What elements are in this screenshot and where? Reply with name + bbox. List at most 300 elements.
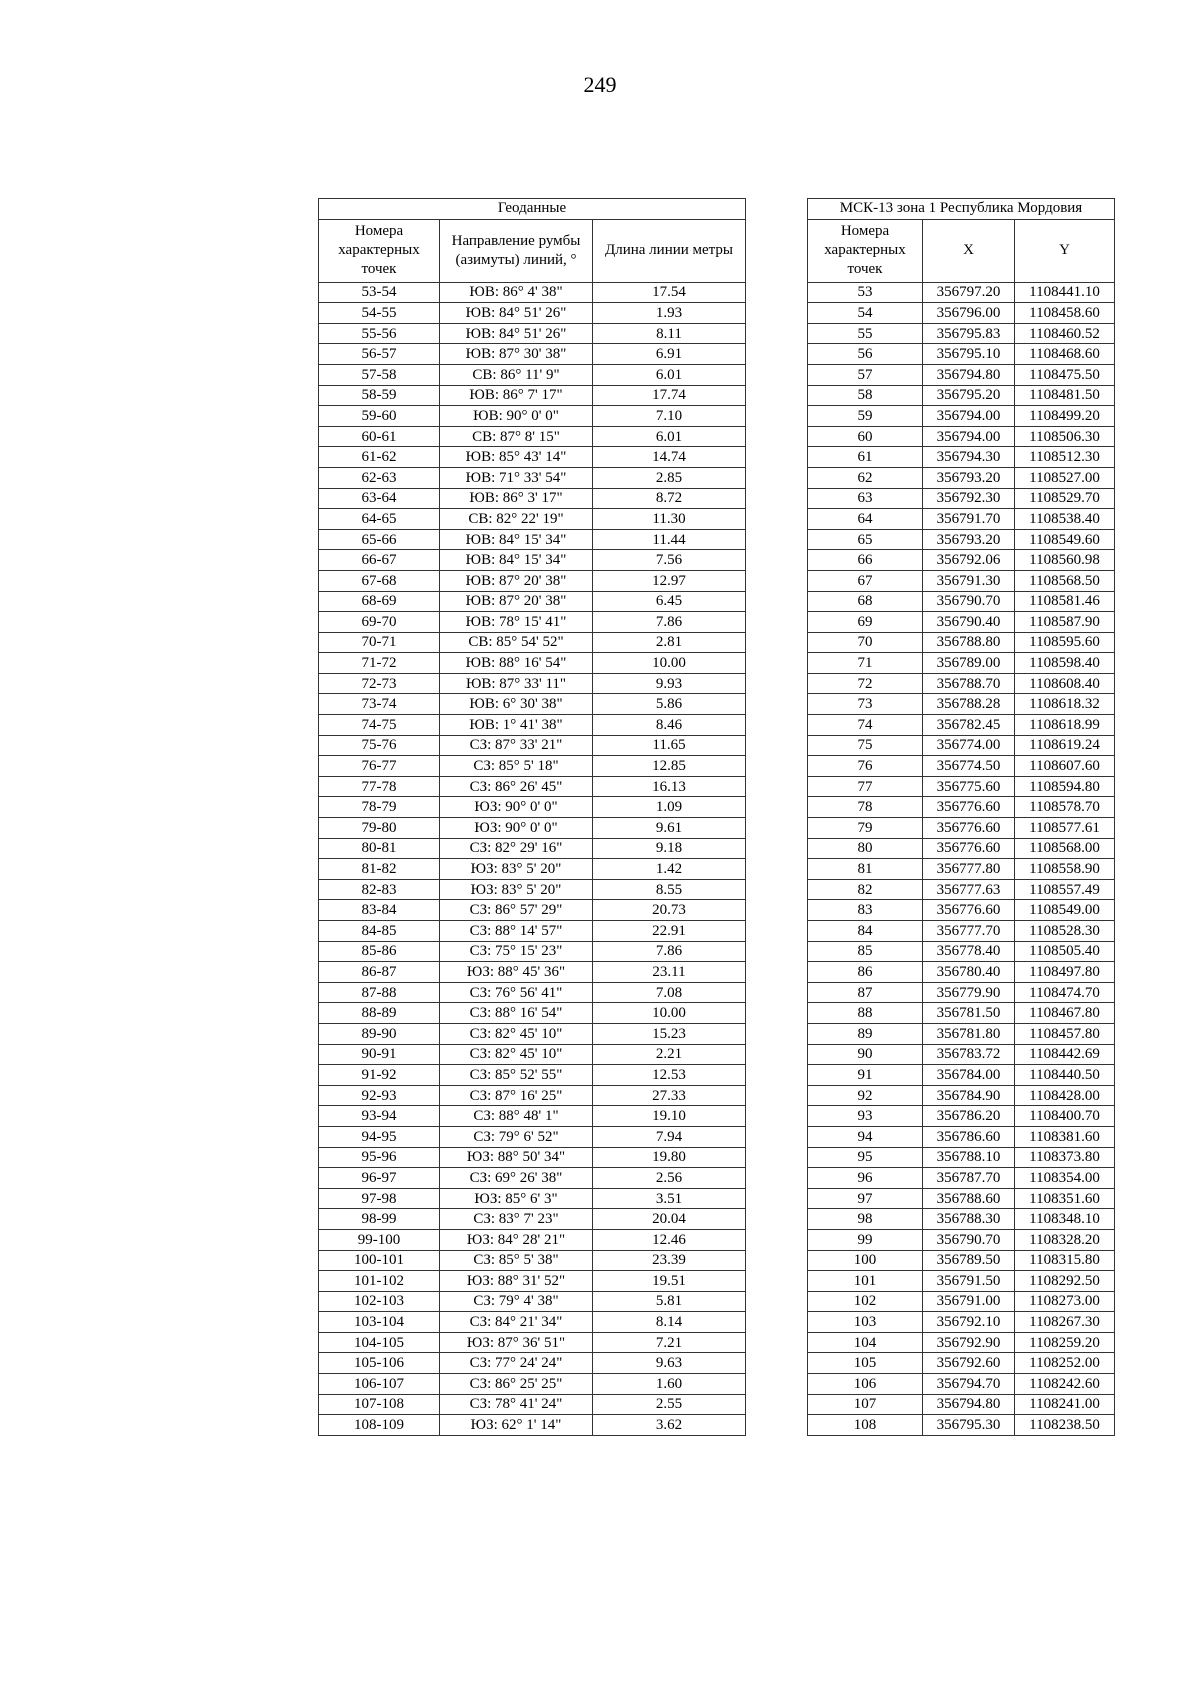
coordinates-table-row (808, 344, 1115, 365)
direction-cell: ЮВ: 78° 15' 41" (440, 612, 593, 633)
segment-points-cell: 74-75 (319, 715, 440, 736)
length-cell: 5.86 (593, 694, 746, 715)
point-number-cell: 73 (808, 694, 923, 715)
geodata-table-row (319, 364, 746, 385)
point-number-cell: 91 (808, 1065, 923, 1086)
coordinates-table-row (808, 1250, 1115, 1271)
geodata-table-row (319, 488, 746, 509)
x-coordinate-cell: 356791.30 (923, 570, 1015, 591)
point-number-cell: 107 (808, 1394, 923, 1415)
x-coordinate-cell: 356790.70 (923, 1229, 1015, 1250)
coordinates-table-row (808, 982, 1115, 1003)
geodata-table-row (319, 1188, 746, 1209)
length-cell: 11.65 (593, 735, 746, 756)
geodata-table-body (319, 282, 746, 1435)
length-cell: 1.09 (593, 797, 746, 818)
coordinates-table-row (808, 921, 1115, 942)
direction-cell: ЮЗ: 88° 50' 34" (440, 1147, 593, 1168)
coordinates-table-row (808, 838, 1115, 859)
coordinates-table-row (808, 1209, 1115, 1230)
direction-cell: СЗ: 85° 5' 18" (440, 756, 593, 777)
direction-cell: СЗ: 84° 21' 34" (440, 1312, 593, 1333)
x-coordinate-cell: 356794.80 (923, 364, 1015, 385)
geodata-table-row (319, 406, 746, 427)
point-number-cell: 83 (808, 900, 923, 921)
point-number-cell: 61 (808, 447, 923, 468)
segment-points-cell: 68-69 (319, 591, 440, 612)
coordinates-table-row (808, 1126, 1115, 1147)
geodata-table-row (319, 1003, 746, 1024)
y-coordinate-cell: 1108242.60 (1015, 1374, 1115, 1395)
y-coordinate-cell: 1108428.00 (1015, 1085, 1115, 1106)
length-cell: 19.51 (593, 1271, 746, 1292)
x-coordinate-cell: 356776.60 (923, 818, 1015, 839)
length-cell: 6.01 (593, 426, 746, 447)
coordinates-table-body (808, 282, 1115, 1435)
y-coordinate-cell: 1108568.00 (1015, 838, 1115, 859)
point-number-cell: 63 (808, 488, 923, 509)
point-number-cell: 84 (808, 921, 923, 942)
length-cell: 17.54 (593, 282, 746, 303)
geodata-table-row (319, 941, 746, 962)
x-coordinate-cell: 356794.30 (923, 447, 1015, 468)
y-coordinate-cell: 1108578.70 (1015, 797, 1115, 818)
direction-cell: СЗ: 88° 16' 54" (440, 1003, 593, 1024)
geodata-table-row (319, 570, 746, 591)
length-cell: 15.23 (593, 1023, 746, 1044)
geodata-table-row (319, 879, 746, 900)
coordinates-table-row (808, 941, 1115, 962)
direction-cell: ЮВ: 84° 51' 26" (440, 323, 593, 344)
segment-points-cell: 88-89 (319, 1003, 440, 1024)
x-coordinate-cell: 356789.50 (923, 1250, 1015, 1271)
x-coordinate-cell: 356788.28 (923, 694, 1015, 715)
direction-cell: ЮВ: 87° 33' 11" (440, 673, 593, 694)
x-coordinate-cell: 356792.60 (923, 1353, 1015, 1374)
direction-cell: ЮВ: 84° 15' 34" (440, 550, 593, 571)
coordinates-table-row (808, 467, 1115, 488)
length-cell: 2.21 (593, 1044, 746, 1065)
x-coordinate-cell: 356788.10 (923, 1147, 1015, 1168)
length-cell: 1.42 (593, 859, 746, 880)
direction-cell: СЗ: 79° 4' 38" (440, 1291, 593, 1312)
segment-points-cell: 59-60 (319, 406, 440, 427)
coordinates-table-row (808, 776, 1115, 797)
y-coordinate-cell: 1108618.99 (1015, 715, 1115, 736)
segment-points-cell: 75-76 (319, 735, 440, 756)
coordinates-col-points-header: Номера характерных точек (808, 219, 923, 282)
geodata-table-row (319, 673, 746, 694)
length-cell: 22.91 (593, 921, 746, 942)
coordinates-table-row (808, 1044, 1115, 1065)
y-coordinate-cell: 1108259.20 (1015, 1332, 1115, 1353)
y-coordinate-cell: 1108328.20 (1015, 1229, 1115, 1250)
point-number-cell: 54 (808, 303, 923, 324)
length-cell: 8.14 (593, 1312, 746, 1333)
y-coordinate-cell: 1108618.32 (1015, 694, 1115, 715)
point-number-cell: 70 (808, 632, 923, 653)
geodata-col-length-header: Длина линии метры (593, 219, 746, 282)
segment-points-cell: 58-59 (319, 385, 440, 406)
segment-points-cell: 105-106 (319, 1353, 440, 1374)
y-coordinate-cell: 1108238.50 (1015, 1415, 1115, 1436)
coordinates-table-row (808, 1394, 1115, 1415)
y-coordinate-cell: 1108373.80 (1015, 1147, 1115, 1168)
coordinates-table-row (808, 385, 1115, 406)
point-number-cell: 68 (808, 591, 923, 612)
direction-cell: СВ: 86° 11' 9" (440, 364, 593, 385)
geodata-table-row (319, 1209, 746, 1230)
direction-cell: ЮВ: 6° 30' 38" (440, 694, 593, 715)
length-cell: 16.13 (593, 776, 746, 797)
direction-cell: СЗ: 76° 56' 41" (440, 982, 593, 1003)
segment-points-cell: 86-87 (319, 962, 440, 983)
segment-points-cell: 89-90 (319, 1023, 440, 1044)
direction-cell: ЮВ: 87° 20' 38" (440, 570, 593, 591)
segment-points-cell: 103-104 (319, 1312, 440, 1333)
segment-points-cell: 85-86 (319, 941, 440, 962)
direction-cell: СВ: 82° 22' 19" (440, 509, 593, 530)
y-coordinate-cell: 1108581.46 (1015, 591, 1115, 612)
length-cell: 11.44 (593, 529, 746, 550)
y-coordinate-cell: 1108474.70 (1015, 982, 1115, 1003)
coordinates-table-row (808, 797, 1115, 818)
segment-points-cell: 84-85 (319, 921, 440, 942)
direction-cell: ЮЗ: 85° 6' 3" (440, 1188, 593, 1209)
y-coordinate-cell: 1108458.60 (1015, 303, 1115, 324)
length-cell: 12.53 (593, 1065, 746, 1086)
length-cell: 17.74 (593, 385, 746, 406)
direction-cell: ЮВ: 71° 33' 54" (440, 467, 593, 488)
direction-cell: СЗ: 86° 25' 25" (440, 1374, 593, 1395)
y-coordinate-cell: 1108351.60 (1015, 1188, 1115, 1209)
coordinates-table-row (808, 735, 1115, 756)
coordinates-table-row (808, 1023, 1115, 1044)
x-coordinate-cell: 356777.70 (923, 921, 1015, 942)
geodata-table-row (319, 653, 746, 674)
y-coordinate-cell: 1108528.30 (1015, 921, 1115, 942)
length-cell: 19.10 (593, 1106, 746, 1127)
point-number-cell: 95 (808, 1147, 923, 1168)
geodata-table-row (319, 900, 746, 921)
y-coordinate-cell: 1108557.49 (1015, 879, 1115, 900)
y-coordinate-cell: 1108538.40 (1015, 509, 1115, 530)
direction-cell: ЮВ: 87° 30' 38" (440, 344, 593, 365)
coordinates-table-row (808, 591, 1115, 612)
geodata-table-row (319, 1085, 746, 1106)
coordinates-table-row (808, 1229, 1115, 1250)
segment-points-cell: 98-99 (319, 1209, 440, 1230)
segment-points-cell: 83-84 (319, 900, 440, 921)
y-coordinate-cell: 1108267.30 (1015, 1312, 1115, 1333)
x-coordinate-cell: 356778.40 (923, 941, 1015, 962)
geodata-table-row (319, 1415, 746, 1436)
y-coordinate-cell: 1108292.50 (1015, 1271, 1115, 1292)
point-number-cell: 105 (808, 1353, 923, 1374)
point-number-cell: 76 (808, 756, 923, 777)
geodata-table-row (319, 591, 746, 612)
geodata-table-row (319, 1353, 746, 1374)
x-coordinate-cell: 356790.40 (923, 612, 1015, 633)
segment-points-cell: 95-96 (319, 1147, 440, 1168)
coordinates-table-row (808, 1065, 1115, 1086)
length-cell: 7.86 (593, 612, 746, 633)
y-coordinate-cell: 1108460.52 (1015, 323, 1115, 344)
direction-cell: СЗ: 88° 48' 1" (440, 1106, 593, 1127)
coordinates-table-row (808, 1003, 1115, 1024)
geodata-table-row (319, 612, 746, 633)
x-coordinate-cell: 356795.10 (923, 344, 1015, 365)
y-coordinate-cell: 1108440.50 (1015, 1065, 1115, 1086)
x-coordinate-cell: 356795.30 (923, 1415, 1015, 1436)
geodata-table-row (319, 1291, 746, 1312)
length-cell: 6.91 (593, 344, 746, 365)
segment-points-cell: 63-64 (319, 488, 440, 509)
segment-points-cell: 81-82 (319, 859, 440, 880)
direction-cell: ЮВ: 88° 16' 54" (440, 653, 593, 674)
y-coordinate-cell: 1108505.40 (1015, 941, 1115, 962)
direction-cell: СЗ: 79° 6' 52" (440, 1126, 593, 1147)
geodata-col-direction-header: Направление румбы (азимуты) линий, ° (440, 219, 593, 282)
point-number-cell: 92 (808, 1085, 923, 1106)
segment-points-cell: 76-77 (319, 756, 440, 777)
geodata-table-row (319, 1126, 746, 1147)
segment-points-cell: 54-55 (319, 303, 440, 324)
segment-points-cell: 96-97 (319, 1168, 440, 1189)
coordinates-table-row (808, 550, 1115, 571)
length-cell: 7.56 (593, 550, 746, 571)
segment-points-cell: 64-65 (319, 509, 440, 530)
geodata-table-row (319, 1168, 746, 1189)
direction-cell: СЗ: 78° 41' 24" (440, 1394, 593, 1415)
direction-cell: СВ: 85° 54' 52" (440, 632, 593, 653)
geodata-table-row (319, 1250, 746, 1271)
direction-cell: СЗ: 85° 5' 38" (440, 1250, 593, 1271)
x-coordinate-cell: 356788.80 (923, 632, 1015, 653)
segment-points-cell: 57-58 (319, 364, 440, 385)
x-coordinate-cell: 356777.80 (923, 859, 1015, 880)
geodata-table-row (319, 323, 746, 344)
direction-cell: СЗ: 86° 26' 45" (440, 776, 593, 797)
direction-cell: СЗ: 75° 15' 23" (440, 941, 593, 962)
length-cell: 2.55 (593, 1394, 746, 1415)
length-cell: 20.73 (593, 900, 746, 921)
geodata-col-points-header: Номера характерных точек (319, 219, 440, 282)
coordinates-table-row (808, 529, 1115, 550)
segment-points-cell: 79-80 (319, 818, 440, 839)
x-coordinate-cell: 356790.70 (923, 591, 1015, 612)
y-coordinate-cell: 1108441.10 (1015, 282, 1115, 303)
direction-cell: СЗ: 86° 57' 29" (440, 900, 593, 921)
x-coordinate-cell: 356794.00 (923, 406, 1015, 427)
geodata-table-row (319, 303, 746, 324)
segment-points-cell: 65-66 (319, 529, 440, 550)
coordinates-col-y-header: Y (1015, 219, 1115, 282)
point-number-cell: 103 (808, 1312, 923, 1333)
direction-cell: ЮВ: 87° 20' 38" (440, 591, 593, 612)
segment-points-cell: 90-91 (319, 1044, 440, 1065)
geodata-table-row (319, 859, 746, 880)
length-cell: 27.33 (593, 1085, 746, 1106)
point-number-cell: 106 (808, 1374, 923, 1395)
x-coordinate-cell: 356794.80 (923, 1394, 1015, 1415)
geodata-table-row (319, 1229, 746, 1250)
y-coordinate-cell: 1108608.40 (1015, 673, 1115, 694)
geodata-table-row (319, 282, 746, 303)
geodata-table-row (319, 1271, 746, 1292)
coordinates-table-row (808, 303, 1115, 324)
geodata-table-row (319, 962, 746, 983)
point-number-cell: 87 (808, 982, 923, 1003)
segment-points-cell: 104-105 (319, 1332, 440, 1353)
point-number-cell: 89 (808, 1023, 923, 1044)
length-cell: 8.72 (593, 488, 746, 509)
segment-points-cell: 99-100 (319, 1229, 440, 1250)
coordinates-table-row (808, 879, 1115, 900)
point-number-cell: 59 (808, 406, 923, 427)
point-number-cell: 81 (808, 859, 923, 880)
coordinates-table-row (808, 715, 1115, 736)
y-coordinate-cell: 1108587.90 (1015, 612, 1115, 633)
point-number-cell: 66 (808, 550, 923, 571)
direction-cell: СЗ: 85° 52' 55" (440, 1065, 593, 1086)
coordinates-table-row (808, 488, 1115, 509)
y-coordinate-cell: 1108594.80 (1015, 776, 1115, 797)
point-number-cell: 58 (808, 385, 923, 406)
segment-points-cell: 66-67 (319, 550, 440, 571)
point-number-cell: 69 (808, 612, 923, 633)
coordinates-table-row (808, 1168, 1115, 1189)
geodata-table-row (319, 838, 746, 859)
point-number-cell: 62 (808, 467, 923, 488)
direction-cell: ЮЗ: 62° 1' 14" (440, 1415, 593, 1436)
coordinates-table-row (808, 1085, 1115, 1106)
point-number-cell: 53 (808, 282, 923, 303)
coordinates-table-row (808, 632, 1115, 653)
y-coordinate-cell: 1108252.00 (1015, 1353, 1115, 1374)
y-coordinate-cell: 1108468.60 (1015, 344, 1115, 365)
direction-cell: ЮВ: 86° 4' 38" (440, 282, 593, 303)
point-number-cell: 75 (808, 735, 923, 756)
point-number-cell: 94 (808, 1126, 923, 1147)
geodata-table-row (319, 1312, 746, 1333)
segment-points-cell: 102-103 (319, 1291, 440, 1312)
point-number-cell: 56 (808, 344, 923, 365)
segment-points-cell: 106-107 (319, 1374, 440, 1395)
x-coordinate-cell: 356795.83 (923, 323, 1015, 344)
geodata-table-row (319, 1332, 746, 1353)
x-coordinate-cell: 356791.50 (923, 1271, 1015, 1292)
direction-cell: ЮВ: 84° 51' 26" (440, 303, 593, 324)
direction-cell: ЮЗ: 90° 0' 0" (440, 797, 593, 818)
x-coordinate-cell: 356786.60 (923, 1126, 1015, 1147)
point-number-cell: 102 (808, 1291, 923, 1312)
y-coordinate-cell: 1108512.30 (1015, 447, 1115, 468)
y-coordinate-cell: 1108619.24 (1015, 735, 1115, 756)
direction-cell: ЮЗ: 88° 31' 52" (440, 1271, 593, 1292)
page-number: 249 (583, 72, 617, 97)
geodata-table-row (319, 509, 746, 530)
geodata-table-row (319, 426, 746, 447)
coordinates-table-row (808, 859, 1115, 880)
segment-points-cell: 61-62 (319, 447, 440, 468)
geodata-table-row (319, 1147, 746, 1168)
length-cell: 11.30 (593, 509, 746, 530)
point-number-cell: 100 (808, 1250, 923, 1271)
geodata-table-row (319, 1065, 746, 1086)
coordinates-table-row (808, 1415, 1115, 1436)
y-coordinate-cell: 1108497.80 (1015, 962, 1115, 983)
coordinates-table-row (808, 1271, 1115, 1292)
direction-cell: СЗ: 77° 24' 24" (440, 1353, 593, 1374)
x-coordinate-cell: 356780.40 (923, 962, 1015, 983)
geodata-table-row (319, 1374, 746, 1395)
point-number-cell: 88 (808, 1003, 923, 1024)
coordinates-table-row (808, 1374, 1115, 1395)
length-cell: 8.55 (593, 879, 746, 900)
length-cell: 23.39 (593, 1250, 746, 1271)
y-coordinate-cell: 1108506.30 (1015, 426, 1115, 447)
point-number-cell: 79 (808, 818, 923, 839)
x-coordinate-cell: 356774.00 (923, 735, 1015, 756)
coordinates-col-x-header: X (923, 219, 1015, 282)
segment-points-cell: 60-61 (319, 426, 440, 447)
segment-points-cell: 77-78 (319, 776, 440, 797)
length-cell: 12.97 (593, 570, 746, 591)
point-number-cell: 90 (808, 1044, 923, 1065)
y-coordinate-cell: 1108607.60 (1015, 756, 1115, 777)
direction-cell: СЗ: 87° 33' 21" (440, 735, 593, 756)
length-cell: 9.93 (593, 673, 746, 694)
segment-points-cell: 56-57 (319, 344, 440, 365)
coordinates-table-row (808, 282, 1115, 303)
coordinates-table-row (808, 962, 1115, 983)
geodata-table-row (319, 776, 746, 797)
x-coordinate-cell: 356774.50 (923, 756, 1015, 777)
segment-points-cell: 82-83 (319, 879, 440, 900)
point-number-cell: 57 (808, 364, 923, 385)
x-coordinate-cell: 356775.60 (923, 776, 1015, 797)
point-number-cell: 71 (808, 653, 923, 674)
length-cell: 14.74 (593, 447, 746, 468)
geodata-table-row (319, 550, 746, 571)
length-cell: 12.85 (593, 756, 746, 777)
x-coordinate-cell: 356792.30 (923, 488, 1015, 509)
y-coordinate-cell: 1108315.80 (1015, 1250, 1115, 1271)
x-coordinate-cell: 356792.10 (923, 1312, 1015, 1333)
coordinates-table-row (808, 694, 1115, 715)
x-coordinate-cell: 356786.20 (923, 1106, 1015, 1127)
geodata-table-row (319, 818, 746, 839)
segment-points-cell: 100-101 (319, 1250, 440, 1271)
coordinates-table-row (808, 406, 1115, 427)
segment-points-cell: 94-95 (319, 1126, 440, 1147)
segment-points-cell: 87-88 (319, 982, 440, 1003)
length-cell: 19.80 (593, 1147, 746, 1168)
geodata-table-row (319, 756, 746, 777)
x-coordinate-cell: 356791.70 (923, 509, 1015, 530)
point-number-cell: 82 (808, 879, 923, 900)
direction-cell: ЮЗ: 88° 45' 36" (440, 962, 593, 983)
x-coordinate-cell: 356793.20 (923, 467, 1015, 488)
geodata-table (318, 198, 746, 1436)
x-coordinate-cell: 356795.20 (923, 385, 1015, 406)
coordinates-table-row (808, 900, 1115, 921)
y-coordinate-cell: 1108457.80 (1015, 1023, 1115, 1044)
point-number-cell: 104 (808, 1332, 923, 1353)
length-cell: 10.00 (593, 653, 746, 674)
length-cell: 7.21 (593, 1332, 746, 1353)
